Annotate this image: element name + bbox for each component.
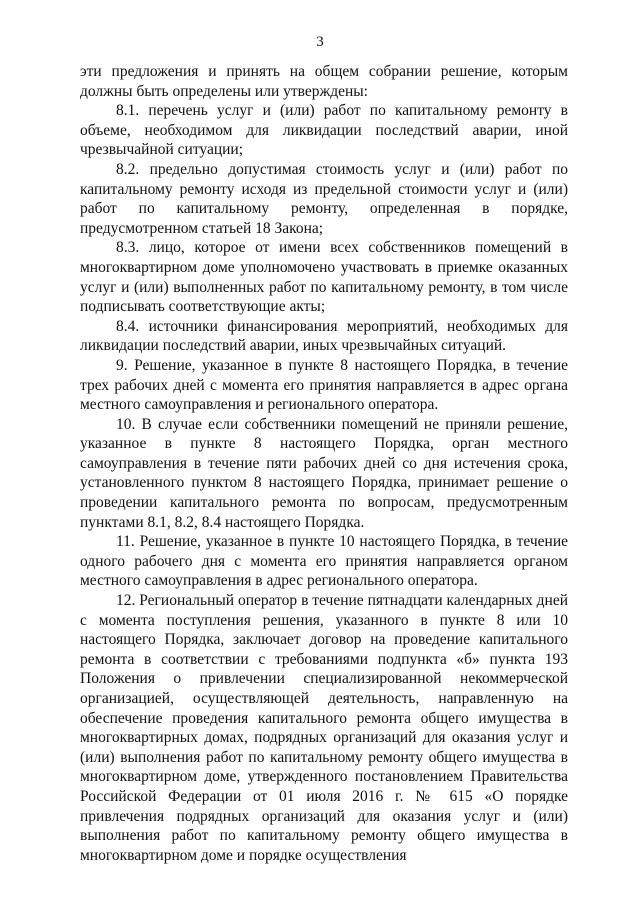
page-number: 3 — [316, 34, 324, 50]
paragraph-8-1: 8.1. перечень услуг и (или) работ по капитальному ремонту в объеме, необходимом для ликвидации последствий аварии, иной чрезвычайной ситуации; — [80, 102, 568, 159]
paragraph-12: 12. Региональный оператор в течение пятнадцати календарных дней с момента поступления решения, указанного в пункте 8 или 10 настоящего Порядка, заключает договор на проведение капитального ремонта в соответствии с требованиями подпункта «б» пункта 193 Положения о привлечении специализированной некоммерческой организацией, осуществляющей деятельность, направленную на обеспечение проведения капитального ремонта общего имущества в многоквартирных домах, подрядных организаций для оказания услуг и (или) выполнения работ по капитальному ремонту общего имущества в многоквартирном доме, утвержденного постановлением Правительства Российской Федерации от 01 июля 2016 г. № 615 «О порядке привлечения подрядных организаций для оказания услуг и (или) выполнения работ по капитальному ремонту общего имущества в многоквартирном доме и порядке осуществления — [80, 592, 568, 864]
paragraph-8-3: 8.3. лицо, которое от имени всех собственников помещений в многоквартирном доме уполномочено участвовать в приемке оказанных услуг и (или) выполненных работ по капитальному ремонту, в том числе подписывать соответствующие акты; — [80, 239, 568, 316]
document-body — [80, 62, 568, 865]
paragraph-10: 10. В случае если собственники помещений не приняли решение, указанное в пункте 8 настоящего Порядка, орган местного самоуправления в течение пяти рабочих дней со дня истечения срока, установленного пунктом 8 настоящего Порядка, принимает решение о проведении капитального ремонта по вопросам, предусмотренным пунктами 8.1, 8.2, 8.4 настоящего Порядка. — [80, 415, 568, 531]
paragraph-continuation: эти предложения и принять на общем собрании решение, которым должны быть определены или утверждены: — [80, 63, 568, 100]
paragraph-8-2: 8.2. предельно допустимая стоимость услуг и (или) работ по капитальному ремонту исходя из предельной стоимости услуг и (или) работ по капитальному ремонту, определенная в порядке, предусмотренном статьей 18 Закона; — [80, 160, 568, 237]
paragraph-9: 9. Решение, указанное в пункте 8 настоящего Порядка, в течение трех рабочих дней с момента его принятия направляется в адрес органа местного самоуправления и регионального оператора. — [80, 356, 568, 414]
paragraph-8-4: 8.4. источники финансирования мероприятий, необходимых для ликвидации последствий аварии, иных чрезвычайных ситуаций. — [80, 317, 568, 355]
paragraph-11: 11. Решение, указанное в пункте 10 настоящего Порядка, в течение одного рабочего дня с момента его принятия направляется органом местного самоуправления в адрес регионального оператора. — [80, 533, 568, 590]
